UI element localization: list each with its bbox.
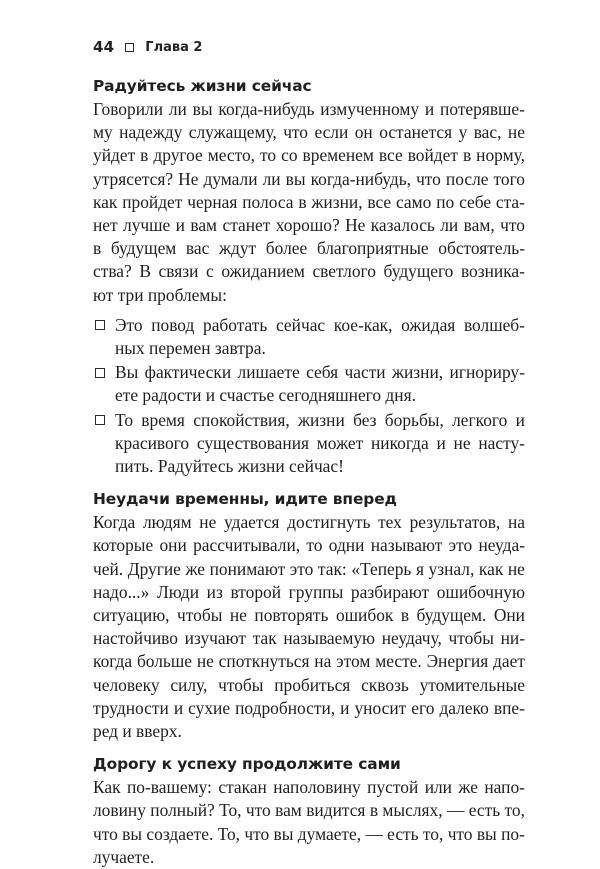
checkbox-bullet-icon — [93, 409, 115, 432]
word: казалось — [370, 215, 435, 236]
book-page — [93, 34, 525, 869]
word: споткнуться — [218, 651, 310, 672]
word: пройдет — [122, 191, 183, 212]
word: войдет — [407, 145, 458, 166]
word: не — [196, 651, 214, 672]
section-failures-temporary — [93, 487, 525, 743]
word: думаете, — [297, 823, 362, 844]
word: насту- — [478, 432, 525, 453]
word: изучают — [184, 628, 246, 649]
word: светлого — [312, 261, 376, 282]
word: в — [462, 145, 472, 166]
word: стакан — [218, 777, 267, 798]
word: вас, — [473, 122, 502, 143]
word: жизни, — [311, 191, 363, 212]
word: ошибок — [335, 605, 394, 626]
word: ства? — [93, 261, 132, 282]
word: в — [140, 145, 149, 166]
word: дает — [493, 651, 525, 672]
word: пробиться — [274, 674, 351, 695]
word: жизни, — [391, 362, 444, 383]
word: то, — [422, 823, 444, 844]
word: вам — [275, 800, 302, 821]
paragraph-line — [93, 260, 525, 283]
word: как — [478, 558, 504, 579]
section-heading: Неудачи временны, идите вперед — [93, 490, 397, 509]
checkbox-bullet-icon — [93, 314, 115, 337]
word: обстоятель- — [438, 238, 525, 259]
word: без — [353, 409, 377, 430]
word: у — [458, 122, 468, 143]
word: наполовину — [273, 777, 361, 798]
word: так — [252, 628, 277, 649]
word: ста- — [495, 191, 525, 212]
paragraph-line — [93, 237, 525, 260]
word: второй — [230, 581, 282, 602]
word: полный? — [150, 800, 215, 821]
word: себя — [306, 362, 339, 383]
paragraph-line — [93, 627, 525, 650]
word: думали — [203, 168, 258, 189]
word: «Теперь — [351, 558, 412, 579]
word: хорошо? — [275, 215, 340, 236]
word: на — [314, 651, 332, 672]
word: или — [424, 777, 452, 798]
word: что — [447, 823, 473, 844]
word: То, — [217, 823, 241, 844]
checkbox-bullet-icon — [93, 361, 115, 384]
word: и — [173, 697, 184, 718]
word: чей. — [93, 558, 124, 579]
word: измученному — [320, 99, 420, 119]
word: будущего — [383, 261, 454, 282]
word: вы — [192, 99, 213, 119]
word: и — [515, 409, 525, 430]
word: То, — [219, 800, 242, 821]
word: останется — [379, 122, 453, 143]
word: утрясется? — [93, 168, 174, 189]
word: разбирают — [350, 581, 430, 602]
word: понимают — [209, 558, 286, 579]
word: нет — [93, 215, 118, 236]
word: ли — [262, 168, 281, 189]
word: место, — [207, 145, 256, 166]
word: повод — [151, 314, 195, 335]
word: рассчитывали, — [193, 535, 301, 556]
page-number: 44 — [93, 38, 115, 56]
word: в — [400, 605, 410, 626]
word: тех — [378, 512, 402, 533]
paragraph-line — [93, 168, 525, 191]
word: трудности — [93, 697, 169, 718]
word: что — [500, 215, 525, 236]
paragraph-line — [93, 697, 525, 720]
word: ни- — [500, 628, 525, 649]
paragraph-line — [93, 191, 525, 214]
word: сухие — [188, 697, 231, 718]
word: Когда — [93, 512, 136, 533]
paragraph-line: лучаете. — [93, 846, 155, 867]
word: есть — [387, 823, 419, 844]
word: волшеб- — [463, 314, 525, 335]
paragraph-line — [93, 604, 525, 627]
word: подробности, — [235, 697, 336, 718]
word: ли — [440, 215, 459, 236]
word: ожиданием — [221, 261, 305, 282]
word: называют — [370, 535, 443, 556]
word: утомительные — [419, 674, 525, 695]
word: время — [141, 409, 185, 430]
word: же — [185, 558, 206, 579]
word: называемую — [283, 628, 376, 649]
word: само — [396, 191, 432, 212]
word: это — [289, 558, 314, 579]
list-item — [93, 361, 525, 407]
chapter-label: Глава 2 — [145, 39, 203, 55]
word: в — [298, 191, 307, 212]
word: части — [344, 362, 386, 383]
word: из — [206, 581, 223, 602]
word: красивого — [115, 432, 190, 453]
word: создаете. — [146, 823, 214, 844]
word: людям — [142, 512, 192, 533]
paragraph-line — [93, 581, 525, 604]
word: лишаете — [237, 362, 300, 383]
word: благоприятные — [316, 238, 429, 259]
word: пустой — [367, 777, 419, 798]
running-header — [93, 34, 525, 60]
word: повторять — [254, 605, 329, 626]
word: далеко — [439, 697, 489, 718]
word: и — [424, 99, 435, 119]
word: возника- — [460, 261, 525, 282]
word: одни — [328, 535, 365, 556]
list-item-line — [115, 314, 525, 337]
word: результатов, — [409, 512, 501, 533]
list-item-line: ете радости и счастье сегодняшнего дня. — [115, 385, 416, 406]
word: в — [369, 800, 379, 821]
word: что — [93, 823, 118, 844]
word: что — [245, 800, 271, 821]
list-item-line — [115, 361, 525, 384]
word: более — [265, 238, 308, 259]
word: будущем — [110, 238, 177, 259]
word: достигнуть — [287, 512, 371, 533]
word: потерявшe- — [440, 99, 525, 119]
word: жизни — [297, 409, 345, 430]
word: то — [306, 535, 323, 556]
word: — — [446, 800, 465, 821]
word: вы — [476, 823, 497, 844]
word: ошибочную — [436, 581, 525, 602]
list-item — [93, 409, 525, 479]
word: его — [411, 697, 435, 718]
word: легкого — [452, 409, 508, 430]
word: Как — [93, 777, 121, 798]
word: впе- — [493, 697, 525, 718]
word: фактически — [144, 362, 232, 383]
word: напо- — [484, 777, 525, 798]
word: существования — [196, 432, 310, 453]
word: вам, — [463, 215, 495, 236]
paragraph-line — [93, 674, 525, 697]
section-paragraph — [93, 511, 525, 743]
word: силу, — [170, 674, 208, 695]
word: когда-нибудь — [218, 99, 315, 119]
section-road-to-success — [93, 752, 525, 869]
word: не — [507, 122, 525, 143]
word: же — [458, 777, 478, 798]
word: группы — [288, 581, 344, 602]
word: — — [365, 823, 383, 844]
word: по- — [501, 823, 525, 844]
word: так: — [317, 558, 347, 579]
word: на — [507, 512, 525, 533]
word: то, — [504, 800, 525, 821]
word: служащему, — [188, 122, 277, 143]
word: Они — [493, 605, 525, 626]
word: черная — [187, 191, 238, 212]
paragraph-line — [93, 650, 525, 673]
word: если — [314, 122, 349, 143]
word: неуда- — [478, 535, 525, 556]
word: вы — [285, 168, 306, 189]
list-item-line: ных перемен завтра. — [115, 338, 266, 359]
paragraph-line — [93, 121, 525, 144]
word: вам — [190, 215, 218, 236]
paragraph-line — [93, 98, 525, 121]
word: чтобы — [448, 628, 494, 649]
word: месте. — [375, 651, 422, 672]
paragraph-line — [93, 558, 525, 581]
word: вас — [185, 238, 210, 259]
word: по — [436, 191, 455, 212]
paragraph-line: ют три проблемы: — [93, 284, 227, 305]
word: борьбы, — [384, 409, 444, 430]
word: Вы — [115, 362, 139, 383]
word: надежду — [119, 122, 183, 143]
word: не — [229, 605, 247, 626]
word: узнал, — [428, 558, 475, 579]
word: ловину — [93, 800, 146, 821]
word: Говорили — [93, 99, 163, 119]
word: ждут — [218, 238, 257, 259]
word: вы — [273, 823, 294, 844]
word: как — [93, 191, 118, 212]
word: с — [206, 261, 214, 282]
word: они — [159, 535, 187, 556]
word: после — [445, 168, 489, 189]
paragraph-line — [93, 511, 525, 534]
word: Другие — [127, 558, 181, 579]
word: неудачу, — [381, 628, 442, 649]
word: игнориру- — [449, 362, 525, 383]
word: больше — [136, 651, 192, 672]
word: он — [354, 122, 373, 143]
list-item-line — [115, 432, 525, 455]
word: норму, — [476, 145, 525, 166]
list-item-line: пить. Радуйтесь жизни сейчас! — [115, 456, 344, 477]
word: кое-как, — [333, 314, 393, 335]
word: временем — [302, 145, 374, 166]
word: то — [260, 145, 277, 166]
word: То — [115, 409, 134, 430]
word: му — [93, 122, 113, 143]
word: и — [340, 697, 350, 718]
word: того — [493, 168, 525, 189]
word: чтобы — [218, 674, 264, 695]
word: когда-нибудь, — [310, 168, 412, 189]
word: человеку — [93, 674, 160, 695]
paragraph-line — [93, 534, 525, 557]
word: лучше — [123, 215, 171, 236]
word: в — [93, 238, 102, 259]
word: В — [139, 261, 151, 282]
word: и — [175, 215, 185, 236]
word: чтобы — [177, 605, 223, 626]
word: что — [283, 122, 308, 143]
word: по-вашему: — [126, 777, 212, 798]
word: ожидая — [401, 314, 456, 335]
word: это — [448, 535, 473, 556]
word: не — [507, 558, 525, 579]
section-heading: Радуйтесь жизни сейчас — [93, 77, 312, 95]
word: когда — [93, 651, 133, 672]
square-bullet-icon — [125, 43, 134, 52]
word: Не — [345, 215, 366, 236]
word: уносит — [354, 697, 407, 718]
word: надо...» — [93, 581, 150, 602]
word: спокойствия, — [193, 409, 290, 430]
paragraph-line — [93, 144, 525, 167]
bullet-list — [93, 314, 525, 478]
list-item-line — [115, 409, 525, 432]
word: не — [199, 512, 217, 533]
word: настойчиво — [93, 628, 178, 649]
word: ли — [168, 99, 187, 119]
word: полоса — [242, 191, 294, 212]
word: я — [415, 558, 424, 579]
list-item — [93, 314, 525, 360]
word: которые — [93, 535, 154, 556]
section-paragraph — [93, 98, 525, 307]
word: уйдет — [93, 145, 136, 166]
word: Энергия — [426, 651, 489, 672]
word: будущем. — [416, 605, 487, 626]
word: этом — [336, 651, 371, 672]
word: удается — [224, 512, 280, 533]
word: сейчас — [276, 314, 326, 335]
word: мыслях, — [382, 800, 443, 821]
paragraph-line — [93, 214, 525, 237]
section-heading: Дорогу к успеху продолжите сами — [93, 755, 401, 774]
word: сквозь — [361, 674, 409, 695]
word: есть — [468, 800, 501, 821]
word: работать — [203, 314, 268, 335]
word: Не — [178, 168, 199, 189]
word: себе — [459, 191, 492, 212]
word: другое — [153, 145, 203, 166]
paragraph-line — [93, 799, 525, 822]
paragraph-line — [93, 776, 525, 799]
word: станет — [222, 215, 271, 236]
word: что — [416, 168, 441, 189]
paragraph-line — [93, 823, 525, 846]
word: видится — [306, 800, 366, 821]
word: все — [367, 191, 392, 212]
section-paragraph — [93, 776, 525, 869]
word: Люди — [156, 581, 200, 602]
word: связи — [158, 261, 199, 282]
word: все — [378, 145, 403, 166]
word: что — [244, 823, 270, 844]
word: ситуацию, — [93, 605, 170, 626]
word: не — [453, 432, 471, 453]
paragraph-line: ред и вверх. — [93, 721, 182, 742]
word: никогда — [370, 432, 429, 453]
word: вы — [122, 823, 143, 844]
word: и — [436, 432, 446, 453]
word: может — [316, 432, 364, 453]
section-enjoy-life-now — [93, 74, 525, 478]
word: со — [281, 145, 298, 166]
word: Это — [115, 314, 143, 335]
